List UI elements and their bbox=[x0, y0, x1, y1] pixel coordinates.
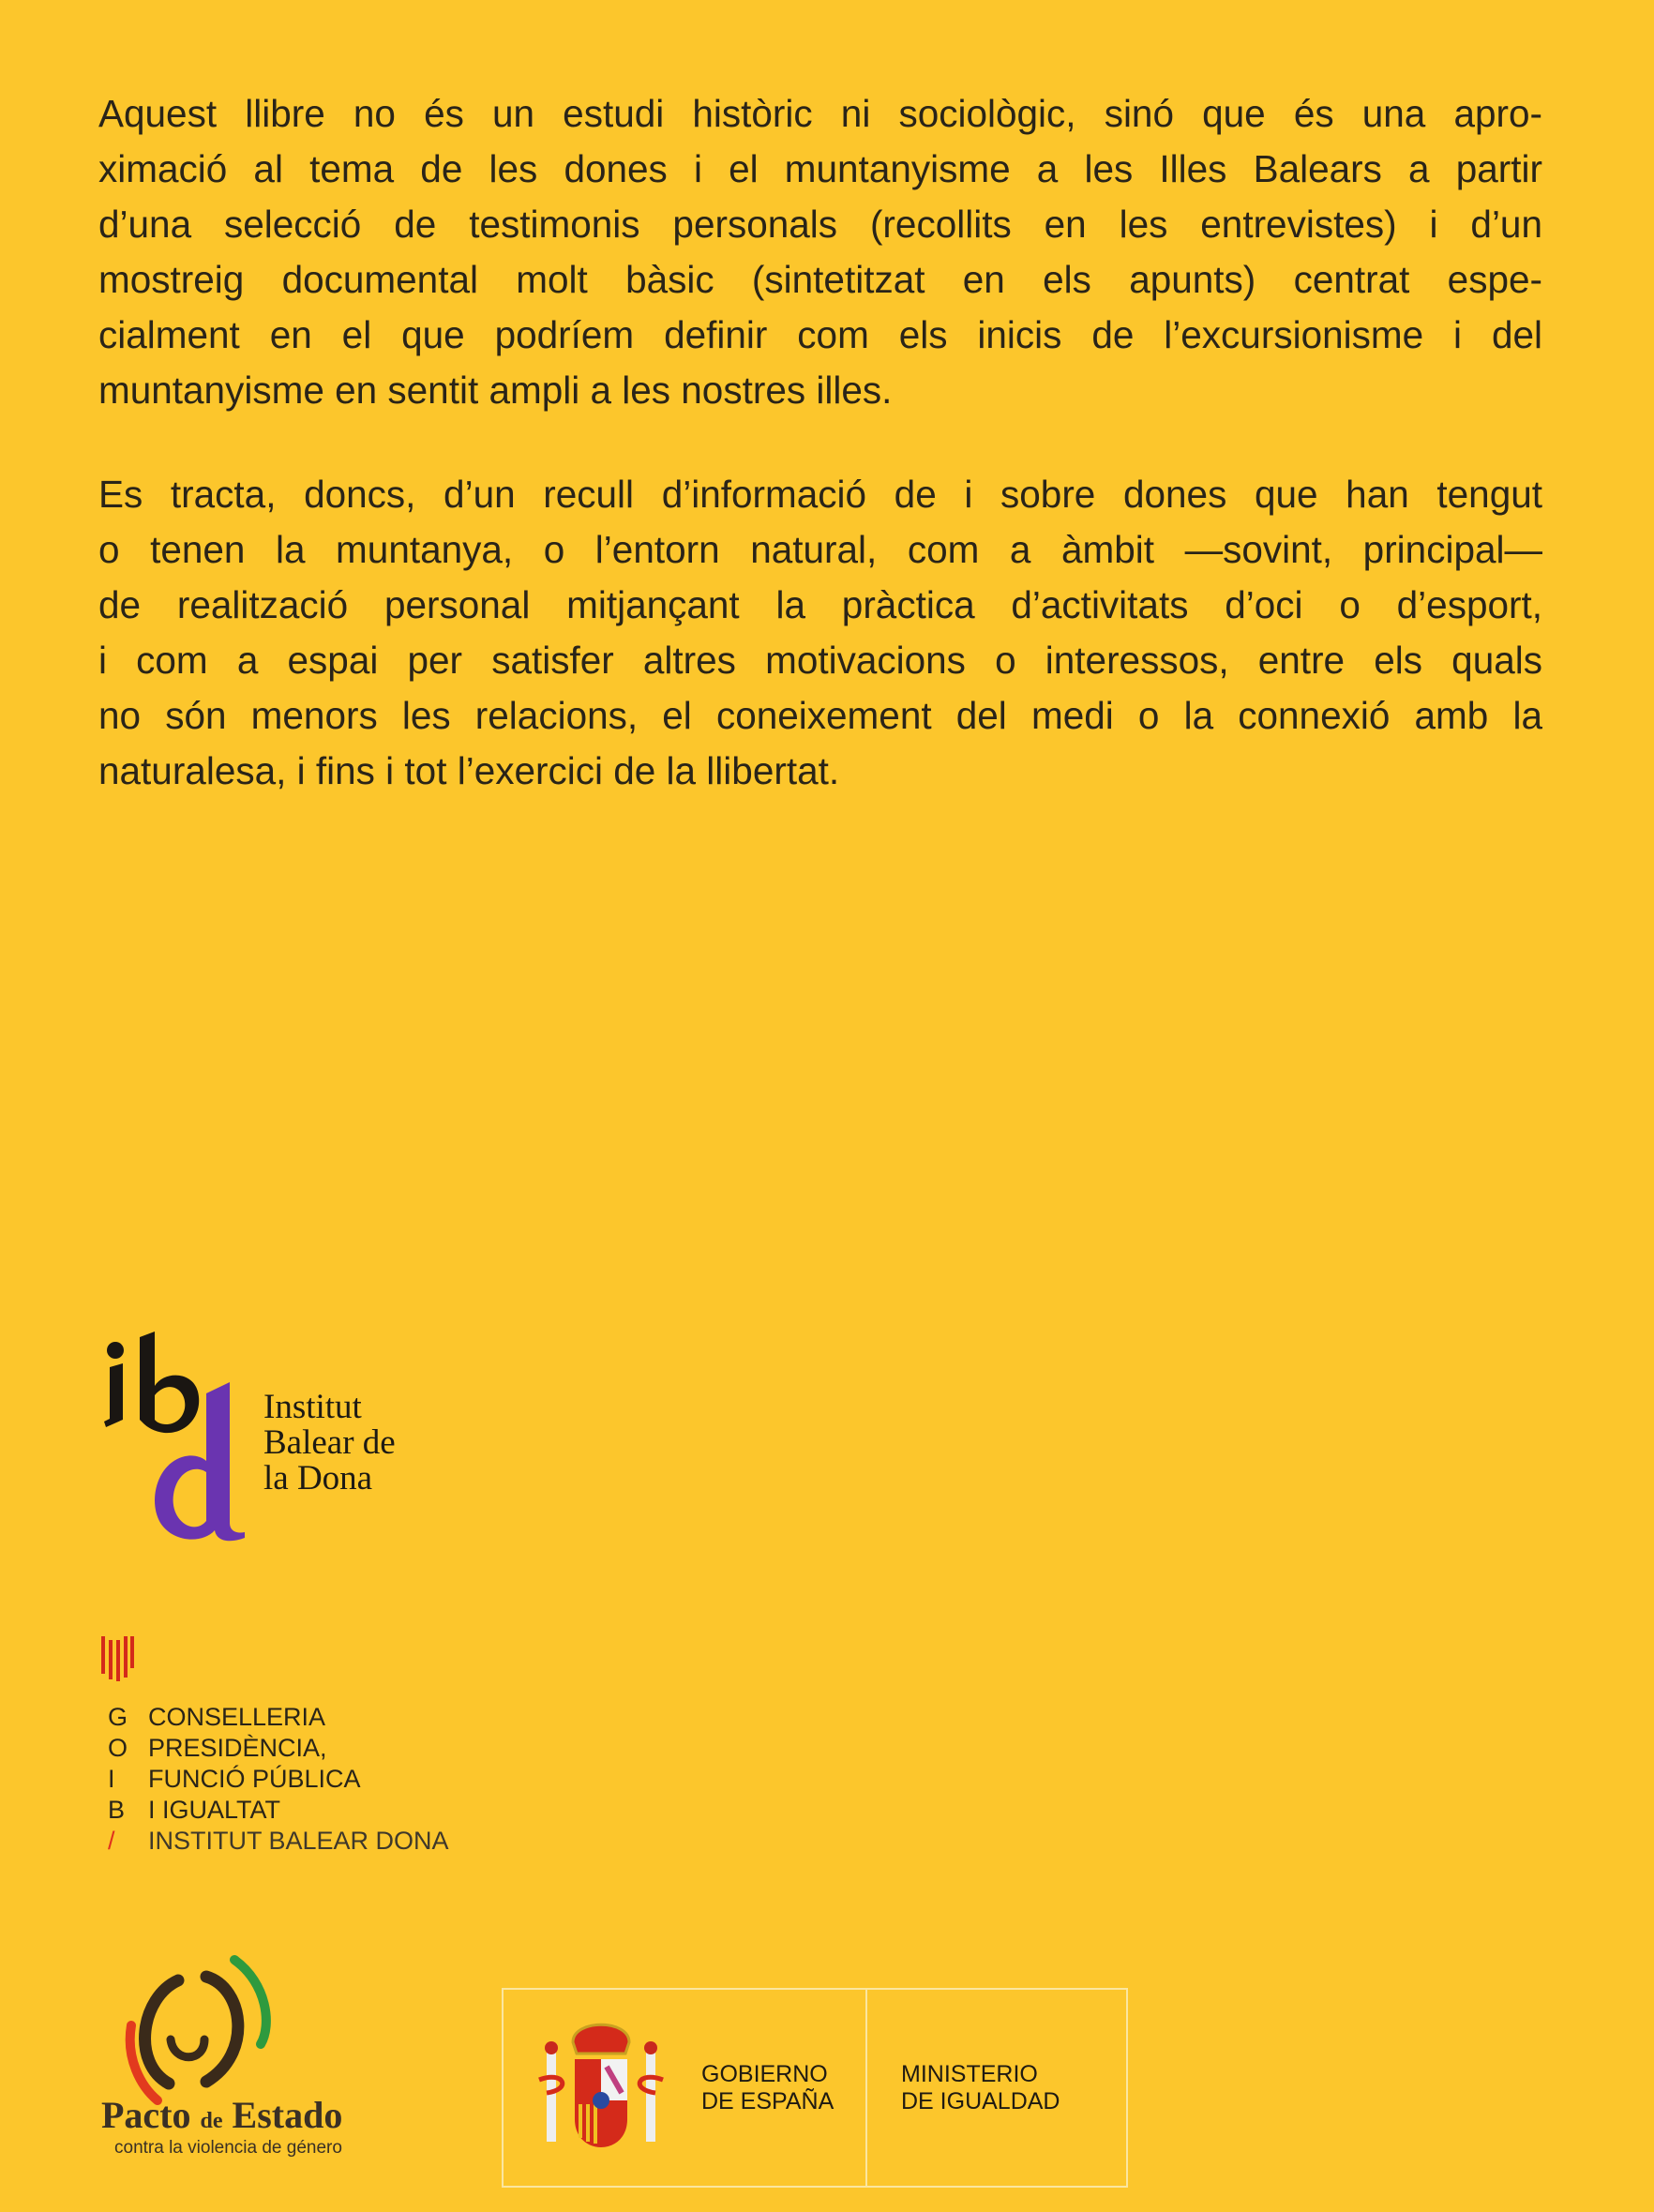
goib-row bbox=[108, 1795, 449, 1826]
goib-conselleria bbox=[108, 1702, 449, 1857]
goib-slash: / bbox=[108, 1827, 115, 1855]
goib-row bbox=[108, 1702, 449, 1733]
spain-coat-of-arms-icon bbox=[535, 2014, 667, 2155]
pacto-title-c: Estado bbox=[232, 2094, 343, 2136]
ministerio-igualdad-text bbox=[901, 2061, 1060, 2115]
ibd-logo-icon bbox=[98, 1330, 267, 1555]
pacto-title-b: de bbox=[200, 2109, 223, 2133]
goib-letter: I bbox=[108, 1765, 115, 1793]
goib-row bbox=[108, 1826, 449, 1857]
gov-line: DE ESPAÑA bbox=[701, 2088, 835, 2114]
goib-text: FUNCIÓ PÚBLICA bbox=[148, 1765, 361, 1793]
goib-text: CONSELLERIA bbox=[148, 1703, 326, 1731]
goib-text: PRESIDÈNCIA, bbox=[148, 1734, 327, 1762]
goib-letter: B bbox=[108, 1796, 126, 1824]
text-line: mostreig documental molt bàsic (sintetitzat en els apunts) centrat espe- bbox=[98, 258, 1542, 301]
divider bbox=[865, 1990, 867, 2186]
ibd-name bbox=[263, 1390, 396, 1497]
intro-paragraph-2 bbox=[98, 467, 1542, 799]
text-line: no són menors les relacions, el coneixement del medi o la connexió amb la bbox=[98, 694, 1542, 737]
pacto-title-a: Pacto bbox=[101, 2094, 191, 2136]
gov-line: GOBIERNO bbox=[701, 2061, 828, 2087]
goib-row bbox=[108, 1733, 449, 1764]
goib-text: I IGUALTAT bbox=[148, 1796, 281, 1824]
text-line: ximació al tema de les dones i el muntanyisme a les Illes Balears a partir bbox=[98, 147, 1542, 190]
goib-text: INSTITUT BALEAR DONA bbox=[148, 1827, 449, 1855]
intro-paragraph-1 bbox=[98, 86, 1542, 418]
text-line: d’una selecció de testimonis personals (recollits en les entrevistes) i d’un bbox=[98, 203, 1542, 246]
gov-line: MINISTERIO bbox=[901, 2061, 1038, 2087]
goib-row bbox=[108, 1764, 449, 1795]
ibd-line: la Dona bbox=[263, 1459, 373, 1497]
gobierno-ministerio-box bbox=[502, 1988, 1128, 2188]
gobierno-de-espana-text bbox=[701, 2061, 834, 2115]
text-line: Es tracta, doncs, d’un recull d’informació de i sobre dones que han tengut bbox=[98, 473, 1542, 516]
text-line: muntanyisme en sentit ampli a les nostres illes. bbox=[98, 369, 893, 412]
text-line: cialment en el que podríem definir com els inicis de l’excursionisme i del bbox=[98, 313, 1542, 356]
text-line: de realització personal mitjançant la pràctica d’activitats d’oci o d’esport, bbox=[98, 583, 1542, 626]
text-line: naturalesa, i fins i tot l’exercici de la llibertat. bbox=[98, 749, 840, 792]
pacto-title bbox=[101, 2093, 342, 2137]
pacto-subtitle: contra la violencia de género bbox=[114, 2138, 342, 2158]
goib-letter: O bbox=[108, 1734, 128, 1762]
balearic-shield-icon bbox=[98, 1634, 136, 1683]
ibd-line: Institut bbox=[263, 1388, 362, 1426]
text-line: i com a espai per satisfer altres motivacions o interessos, entre els quals bbox=[98, 639, 1542, 682]
gov-line: DE IGUALDAD bbox=[901, 2088, 1060, 2114]
text-line: Aquest llibre no és un estudi històric ni sociològic, sinó que és una apro- bbox=[98, 92, 1542, 135]
text-line: o tenen la muntanya, o l’entorn natural, com a àmbit —sovint, principal— bbox=[98, 528, 1542, 571]
goib-letter: G bbox=[108, 1703, 128, 1731]
ibd-line: Balear de bbox=[263, 1423, 396, 1462]
